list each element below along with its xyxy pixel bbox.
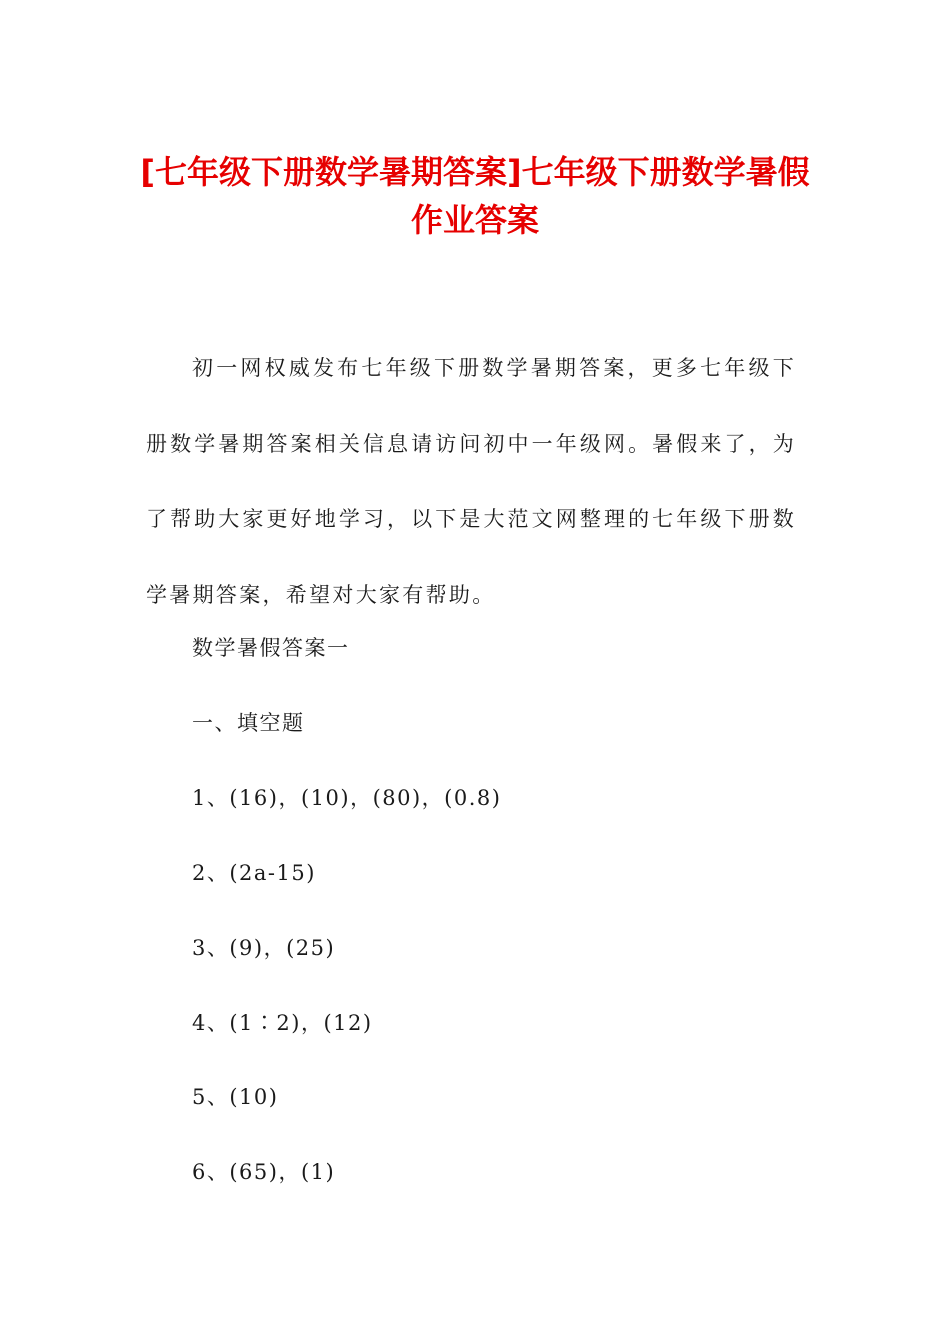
intro-paragraph: 初一网权威发布七年级下册数学暑期答案，更多七年级下册数学暑期答案相关信息请访问初中一年级网。暑假来了，为了帮助大家更好地学习，以下是大范文网整理的七年级下册数学暑期答案，希望对大家有帮助。 <box>146 356 796 607</box>
answer-line-4: 4、(1∶2)，(12) <box>192 1011 373 1035</box>
answer-line-5: 5、(10) <box>192 1085 279 1109</box>
answer-line-6: 6、(65)，(1) <box>192 1160 336 1184</box>
document-title: [七年级下册数学暑期答案]七年级下册数学暑假作业答案 <box>140 153 810 239</box>
answer-line-2: 2、(2a-15) <box>192 861 316 885</box>
subsection-heading: 一、填空题 <box>192 711 305 735</box>
section-heading: 数学暑假答案一 <box>192 636 350 660</box>
answer-line-1: 1、(16)，(10)，(80)，(0.8) <box>192 786 502 810</box>
answer-line-3: 3、(9)，(25) <box>192 936 336 960</box>
